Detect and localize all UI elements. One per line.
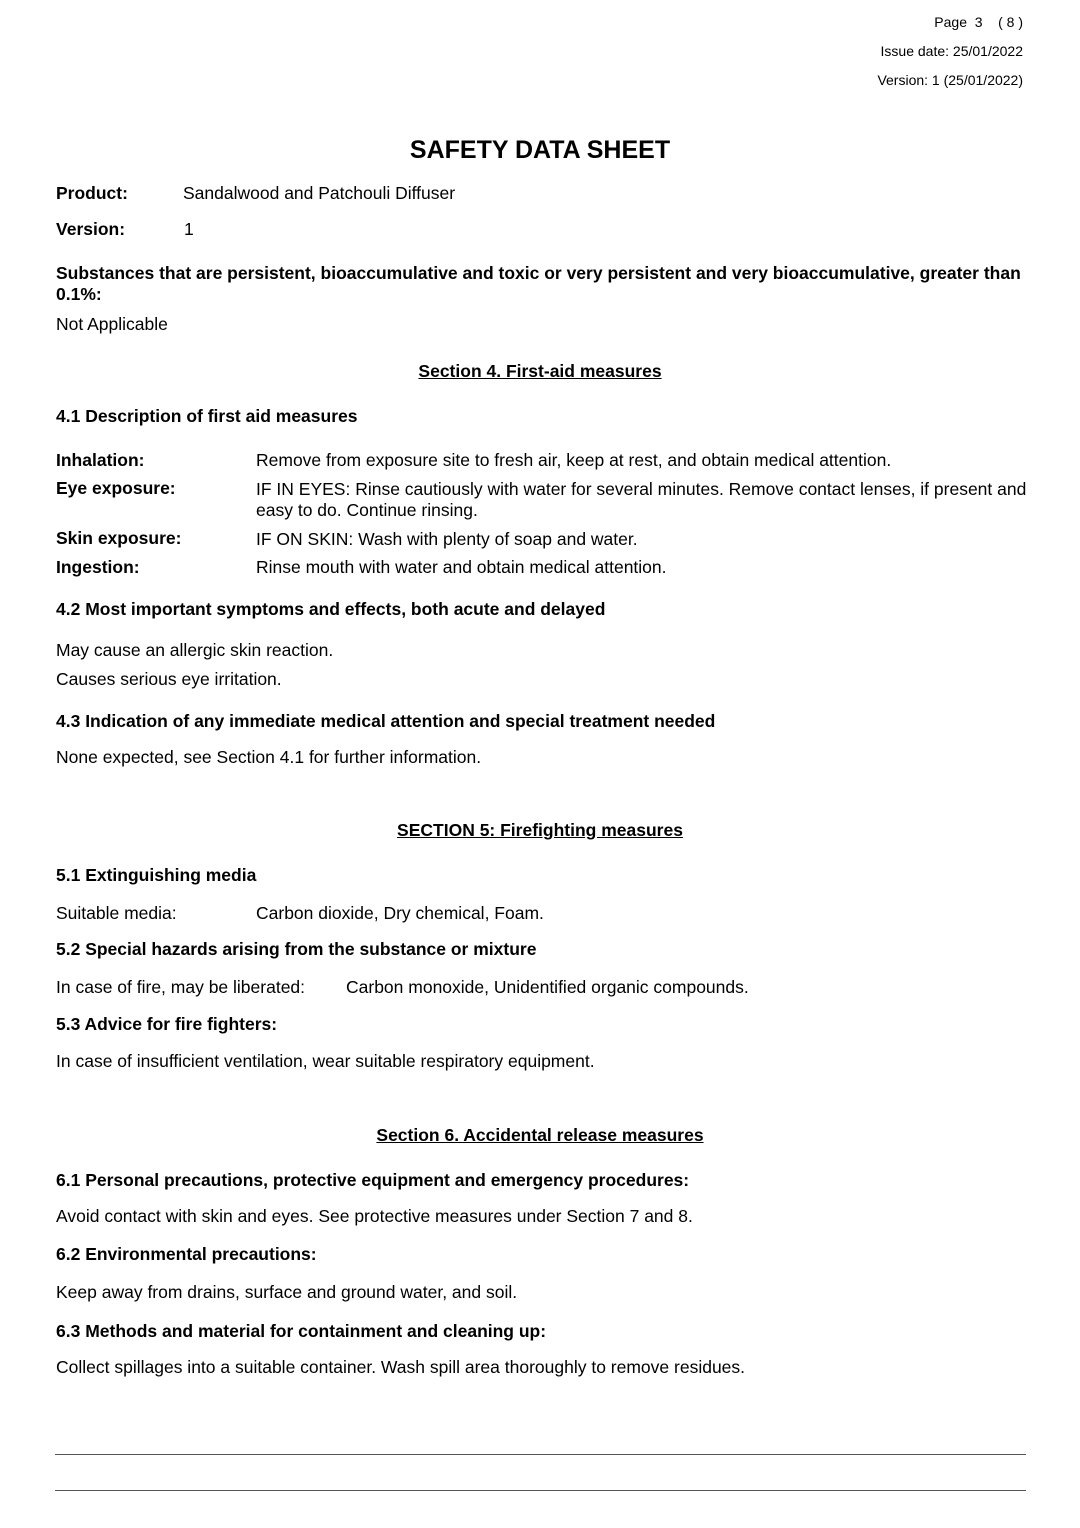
document-title: SAFETY DATA SHEET [409, 136, 671, 164]
s43-text: None expected, see Section 4.1 for further information. [56, 747, 482, 767]
skin-exposure-label: Skin exposure: [56, 528, 182, 548]
s61-heading: 6.1 Personal precautions, protective equipment and emergency procedures: [56, 1170, 690, 1190]
footer-rule-bottom [55, 1490, 1026, 1491]
section-4-title: Section 4. First-aid measures [418, 361, 662, 381]
s63-heading: 6.3 Methods and material for containment and cleaning up: [56, 1321, 547, 1341]
version-date: Version: 1 (25/01/2022) [877, 72, 1023, 88]
s41-heading: 4.1 Description of first aid measures [56, 406, 358, 426]
suitable-media-label: Suitable media: [56, 903, 177, 923]
section-6-title: Section 6. Accidental release measures [376, 1125, 704, 1145]
eye-exposure-value: IF IN EYES: Rinse cautiously with water for several minutes. Remove contact lenses, if present and easy to do. Continue rinsing. [256, 479, 1027, 520]
product-value: Sandalwood and Patchouli Diffuser [183, 183, 456, 203]
fire-liberated-value: Carbon monoxide, Unidentified organic compounds. [346, 977, 749, 997]
s52-heading: 5.2 Special hazards arising from the substance or mixture [56, 939, 537, 959]
skin-exposure-value: IF ON SKIN: Wash with plenty of soap and water. [256, 529, 638, 549]
s42-line-1: May cause an allergic skin reaction. [56, 640, 334, 660]
version-value: 1 [184, 219, 194, 239]
inhalation-label: Inhalation: [56, 450, 145, 470]
inhalation-value: Remove from exposure site to fresh air, keep at rest, and obtain medical attention. [256, 450, 892, 470]
s62-heading: 6.2 Environmental precautions: [56, 1244, 317, 1264]
fire-liberated-label: In case of fire, may be liberated: [56, 977, 306, 997]
s53-heading: 5.3 Advice for fire fighters: [56, 1014, 278, 1034]
s61-text: Avoid contact with skin and eyes. See protective measures under Section 7 and 8. [56, 1206, 693, 1226]
s62-text: Keep away from drains, surface and ground water, and soil. [56, 1282, 518, 1302]
pbt-value: Not Applicable [56, 314, 168, 334]
ingestion-label: Ingestion: [56, 557, 140, 577]
version-label: Version: [56, 219, 126, 239]
issue-date: Issue date: 25/01/2022 [880, 43, 1023, 59]
s42-heading: 4.2 Most important symptoms and effects, both acute and delayed [56, 599, 606, 619]
suitable-media-value: Carbon dioxide, Dry chemical, Foam. [256, 903, 544, 923]
section-5-title: SECTION 5: Firefighting measures [397, 820, 683, 840]
eye-exposure-label: Eye exposure: [56, 478, 176, 498]
ingestion-value: Rinse mouth with water and obtain medical attention. [256, 557, 667, 577]
s42-line-2: Causes serious eye irritation. [56, 669, 282, 689]
s53-text: In case of insufficient ventilation, wear suitable respiratory equipment. [56, 1051, 595, 1071]
s51-heading: 5.1 Extinguishing media [56, 865, 257, 885]
footer-rule-top [55, 1454, 1026, 1455]
product-label: Product: [56, 183, 128, 203]
pbt-heading: Substances that are persistent, bioaccumulative and toxic or very persistent and very bioaccumulative, greater than 0.1%: [56, 263, 1021, 304]
s43-heading: 4.3 Indication of any immediate medical attention and special treatment needed [56, 711, 716, 731]
page-number: Page 3 ( 8 ) [934, 14, 1023, 30]
s63-text: Collect spillages into a suitable container. Wash spill area thoroughly to remove residues. [56, 1357, 746, 1377]
